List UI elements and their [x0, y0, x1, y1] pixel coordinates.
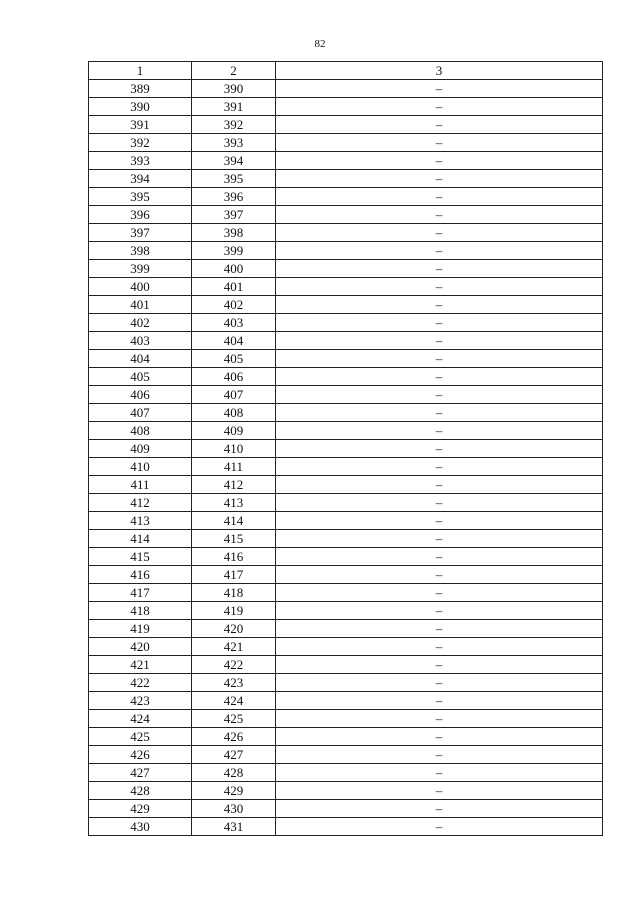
- table-cell-col-1: 426: [89, 746, 192, 764]
- table-cell-col-3: –: [276, 350, 603, 368]
- table-cell-col-3: –: [276, 242, 603, 260]
- table-cell-col-2: 422: [192, 656, 276, 674]
- table-cell-col-2: 404: [192, 332, 276, 350]
- table-row: [89, 98, 603, 116]
- table-cell-col-1: 428: [89, 782, 192, 800]
- table-cell-col-3: –: [276, 98, 603, 116]
- table-cell-col-2: 407: [192, 386, 276, 404]
- table-cell-col-1: 414: [89, 530, 192, 548]
- table-cell-col-1: 427: [89, 764, 192, 782]
- table-row: [89, 224, 603, 242]
- table-cell-col-2: 391: [192, 98, 276, 116]
- table-row: [89, 566, 603, 584]
- table-cell-col-3: –: [276, 530, 603, 548]
- table-row: [89, 620, 603, 638]
- table-cell-col-1: 393: [89, 152, 192, 170]
- table-row: [89, 800, 603, 818]
- table-cell-col-1: 396: [89, 206, 192, 224]
- table-cell-col-1: 408: [89, 422, 192, 440]
- table-cell-col-1: 422: [89, 674, 192, 692]
- table-cell-col-1: 413: [89, 512, 192, 530]
- table-row: [89, 638, 603, 656]
- column-header-2: 2: [192, 62, 276, 80]
- table-row: [89, 80, 603, 98]
- table-cell-col-2: 394: [192, 152, 276, 170]
- page-number: 82: [314, 38, 326, 50]
- table-cell-col-3: –: [276, 152, 603, 170]
- table-cell-col-2: 395: [192, 170, 276, 188]
- table-cell-col-3: –: [276, 800, 603, 818]
- table-row: [89, 422, 603, 440]
- table-cell-col-1: 411: [89, 476, 192, 494]
- table-row: [89, 134, 603, 152]
- table-row: [89, 206, 603, 224]
- table-cell-col-2: 424: [192, 692, 276, 710]
- table-row: [89, 530, 603, 548]
- table-cell-col-2: 402: [192, 296, 276, 314]
- table-cell-col-3: –: [276, 476, 603, 494]
- table-row: [89, 476, 603, 494]
- table-row: [89, 278, 603, 296]
- column-header-1: 1: [89, 62, 192, 80]
- table-cell-col-2: 390: [192, 80, 276, 98]
- table-row: [89, 332, 603, 350]
- table-cell-col-1: 415: [89, 548, 192, 566]
- table-cell-col-1: 403: [89, 332, 192, 350]
- table-cell-col-3: –: [276, 764, 603, 782]
- table-cell-col-1: 420: [89, 638, 192, 656]
- table-row: [89, 152, 603, 170]
- table-cell-col-1: 424: [89, 710, 192, 728]
- table-cell-col-3: –: [276, 440, 603, 458]
- table-cell-col-2: 408: [192, 404, 276, 422]
- table-cell-col-2: 392: [192, 116, 276, 134]
- table-cell-col-1: 400: [89, 278, 192, 296]
- table-cell-col-2: 421: [192, 638, 276, 656]
- table-cell-col-3: –: [276, 746, 603, 764]
- table-cell-col-1: 430: [89, 818, 192, 836]
- table-cell-col-2: 405: [192, 350, 276, 368]
- table-cell-col-3: –: [276, 782, 603, 800]
- table-row: [89, 242, 603, 260]
- table-cell-col-2: 411: [192, 458, 276, 476]
- table-cell-col-1: 398: [89, 242, 192, 260]
- table-cell-col-1: 407: [89, 404, 192, 422]
- table-cell-col-1: 392: [89, 134, 192, 152]
- table-cell-col-3: –: [276, 368, 603, 386]
- table-row: [89, 350, 603, 368]
- table-cell-col-3: –: [276, 260, 603, 278]
- table-row: [89, 404, 603, 422]
- table-cell-col-3: –: [276, 458, 603, 476]
- table-row: [89, 494, 603, 512]
- table-row: [89, 440, 603, 458]
- table-row: [89, 728, 603, 746]
- table-row: [89, 818, 603, 836]
- table-cell-col-3: –: [276, 566, 603, 584]
- table-cell-col-1: 405: [89, 368, 192, 386]
- table-cell-col-1: 395: [89, 188, 192, 206]
- table-cell-col-2: 415: [192, 530, 276, 548]
- table-cell-col-2: 393: [192, 134, 276, 152]
- table-cell-col-3: –: [276, 80, 603, 98]
- table-cell-col-2: 420: [192, 620, 276, 638]
- table-cell-col-3: –: [276, 818, 603, 836]
- table-cell-col-3: –: [276, 602, 603, 620]
- table-cell-col-2: 429: [192, 782, 276, 800]
- table-cell-col-1: 417: [89, 584, 192, 602]
- table-cell-col-2: 427: [192, 746, 276, 764]
- table-cell-col-3: –: [276, 188, 603, 206]
- table-cell-col-3: –: [276, 116, 603, 134]
- table-cell-col-2: 425: [192, 710, 276, 728]
- table-row: [89, 260, 603, 278]
- table-row: [89, 692, 603, 710]
- table-cell-col-3: –: [276, 224, 603, 242]
- table-cell-col-2: 416: [192, 548, 276, 566]
- table-cell-col-1: 416: [89, 566, 192, 584]
- table-row: [89, 512, 603, 530]
- table-cell-col-1: 412: [89, 494, 192, 512]
- table-cell-col-1: 401: [89, 296, 192, 314]
- table-row: [89, 710, 603, 728]
- table-cell-col-1: 421: [89, 656, 192, 674]
- table-cell-col-3: –: [276, 710, 603, 728]
- table-row: [89, 764, 603, 782]
- table-row: [89, 314, 603, 332]
- table-cell-col-1: 409: [89, 440, 192, 458]
- table-cell-col-2: 401: [192, 278, 276, 296]
- table-body: [89, 80, 603, 836]
- table-header-row: [89, 62, 603, 80]
- table-row: [89, 368, 603, 386]
- table-cell-col-2: 400: [192, 260, 276, 278]
- table-cell-col-1: 410: [89, 458, 192, 476]
- table-cell-col-2: 397: [192, 206, 276, 224]
- table-cell-col-3: –: [276, 314, 603, 332]
- table-cell-col-3: –: [276, 548, 603, 566]
- table-row: [89, 746, 603, 764]
- table-cell-col-1: 404: [89, 350, 192, 368]
- table-cell-col-2: 410: [192, 440, 276, 458]
- table-cell-col-2: 412: [192, 476, 276, 494]
- data-table: [88, 61, 603, 836]
- table-cell-col-1: 406: [89, 386, 192, 404]
- table-cell-col-3: –: [276, 170, 603, 188]
- table-cell-col-2: 409: [192, 422, 276, 440]
- table-cell-col-1: 391: [89, 116, 192, 134]
- table-cell-col-3: –: [276, 692, 603, 710]
- table-cell-col-1: 429: [89, 800, 192, 818]
- table-cell-col-3: –: [276, 134, 603, 152]
- table-cell-col-1: 418: [89, 602, 192, 620]
- table-row: [89, 458, 603, 476]
- table-cell-col-1: 390: [89, 98, 192, 116]
- table-cell-col-3: –: [276, 278, 603, 296]
- table-cell-col-3: –: [276, 494, 603, 512]
- table-cell-col-3: –: [276, 656, 603, 674]
- table-cell-col-1: 397: [89, 224, 192, 242]
- table-cell-col-2: 418: [192, 584, 276, 602]
- table-cell-col-3: –: [276, 584, 603, 602]
- table-row: [89, 656, 603, 674]
- table-cell-col-2: 426: [192, 728, 276, 746]
- table-cell-col-2: 398: [192, 224, 276, 242]
- table-cell-col-2: 430: [192, 800, 276, 818]
- table-row: [89, 116, 603, 134]
- table-cell-col-3: –: [276, 728, 603, 746]
- table-row: [89, 170, 603, 188]
- table-cell-col-2: 428: [192, 764, 276, 782]
- table-cell-col-2: 414: [192, 512, 276, 530]
- table-row: [89, 188, 603, 206]
- table-cell-col-1: 399: [89, 260, 192, 278]
- table-cell-col-3: –: [276, 674, 603, 692]
- table-cell-col-1: 389: [89, 80, 192, 98]
- table-row: [89, 584, 603, 602]
- table-row: [89, 782, 603, 800]
- table-cell-col-3: –: [276, 512, 603, 530]
- table-cell-col-2: 419: [192, 602, 276, 620]
- table-cell-col-2: 406: [192, 368, 276, 386]
- column-header-3: 3: [276, 62, 603, 80]
- table-row: [89, 674, 603, 692]
- table-row: [89, 386, 603, 404]
- table-cell-col-2: 417: [192, 566, 276, 584]
- table-cell-col-2: 431: [192, 818, 276, 836]
- table-cell-col-1: 425: [89, 728, 192, 746]
- table-cell-col-3: –: [276, 638, 603, 656]
- table-cell-col-2: 413: [192, 494, 276, 512]
- table-cell-col-3: –: [276, 620, 603, 638]
- table-cell-col-3: –: [276, 332, 603, 350]
- table-cell-col-3: –: [276, 404, 603, 422]
- table-cell-col-2: 396: [192, 188, 276, 206]
- table-cell-col-2: 423: [192, 674, 276, 692]
- table-cell-col-3: –: [276, 422, 603, 440]
- table-cell-col-1: 394: [89, 170, 192, 188]
- table-row: [89, 602, 603, 620]
- table-cell-col-3: –: [276, 386, 603, 404]
- table-cell-col-3: –: [276, 206, 603, 224]
- table-row: [89, 296, 603, 314]
- table-cell-col-3: –: [276, 296, 603, 314]
- table-cell-col-2: 403: [192, 314, 276, 332]
- table-cell-col-1: 402: [89, 314, 192, 332]
- table-cell-col-2: 399: [192, 242, 276, 260]
- table-cell-col-1: 423: [89, 692, 192, 710]
- table-cell-col-1: 419: [89, 620, 192, 638]
- table-row: [89, 548, 603, 566]
